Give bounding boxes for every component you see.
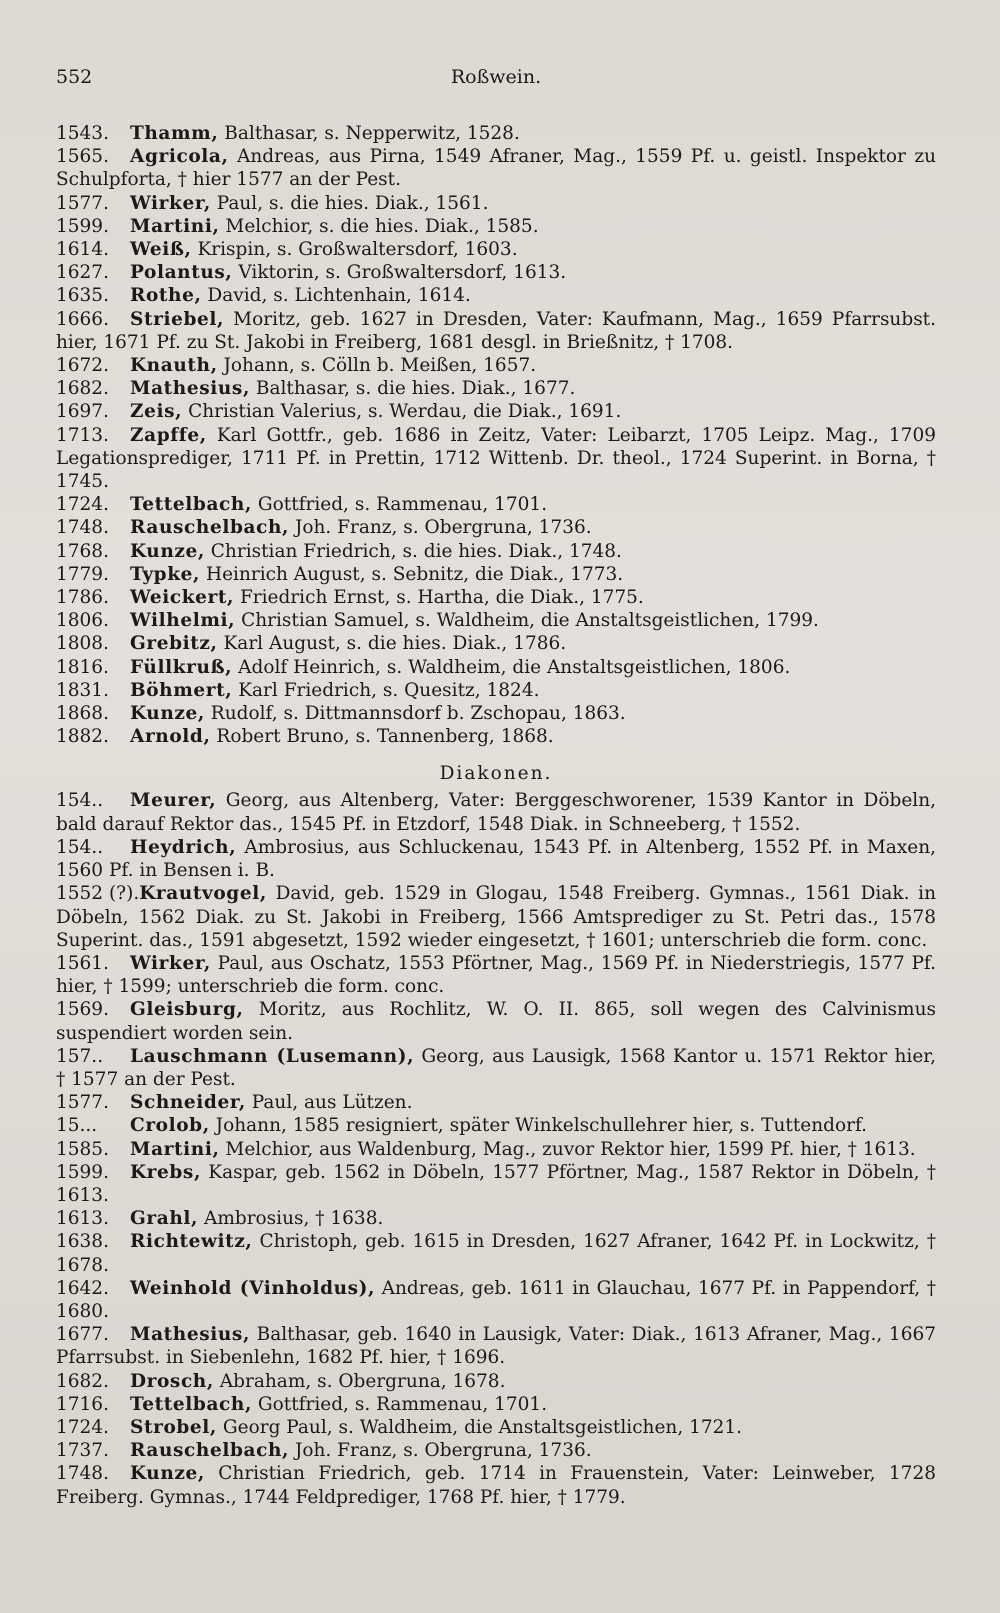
entry-name: Crolob, bbox=[130, 1115, 210, 1137]
entry-text: Christian Friedrich, s. die hies. Diak., 1748. bbox=[210, 540, 622, 562]
list-item bbox=[56, 1114, 936, 1137]
page-header bbox=[56, 66, 936, 92]
entry-text: Johann, s. Cölln b. Meißen, 1657. bbox=[223, 355, 537, 377]
entry-name: Tettelbach, bbox=[130, 1393, 252, 1415]
list-item bbox=[56, 424, 936, 494]
entry-name: Kunze, bbox=[130, 1463, 205, 1485]
entry-text: Rudolf, s. Dittmannsdorf b. Zschopau, 1863. bbox=[210, 703, 626, 725]
entry-name: Arnold, bbox=[130, 726, 211, 748]
entry-name: Tettelbach, bbox=[130, 494, 252, 516]
entry-year: 1882. bbox=[56, 726, 109, 748]
list-item bbox=[56, 609, 936, 632]
entry-text: Adolf Heinrich, s. Waldheim, die Anstaltsgeistlichen, 1806. bbox=[238, 656, 791, 678]
entry-text: Christian Friedrich, geb. 1714 in Frauenstein, Vater: Leinweber, 1728 Freiberg. Gymnas., 1744 Feldprediger, 1768 Pf. hier, † 1779. bbox=[56, 1463, 936, 1508]
entry-text: Balthasar, s. Nepperwitz, 1528. bbox=[224, 123, 520, 144]
entry-name: Martini, bbox=[130, 1138, 220, 1160]
list-item bbox=[56, 261, 936, 284]
list-item bbox=[56, 1462, 936, 1508]
entry-year: 1831. bbox=[56, 679, 109, 701]
entry-year: 1713. bbox=[56, 424, 109, 446]
entry-year: 1638. bbox=[56, 1231, 109, 1253]
list-item bbox=[56, 540, 936, 563]
list-item bbox=[56, 192, 936, 215]
entry-year: 1677. bbox=[56, 1324, 109, 1346]
entry-year: 1868. bbox=[56, 703, 109, 725]
list-item bbox=[56, 1207, 936, 1230]
entry-year: 1724. bbox=[56, 1416, 109, 1438]
entry-year: 1577. bbox=[56, 1092, 109, 1114]
list-item bbox=[56, 308, 936, 354]
entry-name: Weinhold (Vinholdus), bbox=[130, 1277, 376, 1299]
list-item bbox=[56, 1393, 936, 1416]
entry-name: Wirker, bbox=[130, 952, 211, 974]
entry-text: Heinrich August, s. Sebnitz, die Diak., 1773. bbox=[205, 563, 624, 585]
list-item bbox=[56, 493, 936, 516]
entry-text: Gottfried, s. Rammenau, 1701. bbox=[257, 494, 548, 516]
entry-text: Karl Gottfr., geb. 1686 in Zeitz, Vater: Leibarzt, 1705 Leipz. Mag., 1709 Legationsprediger, 1711 Pf. in Prettin, 1712 Wittenb. Dr. theol., 1724 Superint. in Borna, † 1745. bbox=[56, 424, 936, 493]
entry-year: 1561. bbox=[56, 952, 109, 974]
entry-name: Zeis, bbox=[130, 401, 183, 423]
entry-text: Robert Bruno, s. Tannenberg, 1868. bbox=[216, 726, 554, 748]
entry-year: 154.. bbox=[56, 790, 104, 812]
entry-name: Böhmert, bbox=[130, 679, 233, 701]
list-item bbox=[56, 516, 936, 539]
list-item bbox=[56, 1416, 936, 1439]
entry-text: Melchior, s. die hies. Diak., 1585. bbox=[225, 215, 539, 237]
entry-text: Balthasar, s. die hies. Diak., 1677. bbox=[255, 378, 576, 400]
entry-year: 1627. bbox=[56, 262, 109, 284]
list-item bbox=[56, 1161, 936, 1207]
entry-year: 1635. bbox=[56, 285, 109, 307]
entry-text: Christian Samuel, s. Waldheim, die Anstaltsgeistlichen, 1799. bbox=[241, 610, 819, 632]
list-item bbox=[56, 122, 936, 145]
entry-name: Wirker, bbox=[130, 192, 211, 214]
entry-text: Friedrich Ernst, s. Hartha, die Diak., 1775. bbox=[239, 587, 644, 609]
entry-year: 1585. bbox=[56, 1138, 109, 1160]
entry-year: 1552 (?). bbox=[56, 883, 140, 905]
entry-name: Lauschmann (Lusemann), bbox=[130, 1045, 415, 1067]
list-item bbox=[56, 725, 936, 748]
entry-year: 1682. bbox=[56, 1370, 109, 1392]
entry-name: Thamm, bbox=[130, 123, 219, 144]
entry-name: Strobel, bbox=[130, 1416, 217, 1438]
list-item bbox=[56, 586, 936, 609]
entry-year: 154.. bbox=[56, 836, 104, 858]
entry-year: 1614. bbox=[56, 239, 109, 261]
entry-name: Kunze, bbox=[130, 540, 205, 562]
list-item bbox=[56, 377, 936, 400]
list-item bbox=[56, 1370, 936, 1393]
list-item bbox=[56, 1323, 936, 1369]
entry-text: David, geb. 1529 in Glogau, 1548 Freiberg. Gymnas., 1561 Diak. in Döbeln, 1562 Diak. zu St. Jakobi in Freiberg, 1566 Amtsprediger zu St. Petri das., 1578 Superint. das., 1591 abgesetzt, 1592 wieder eingesetzt, † 1601; unterschrieb die form. conc. bbox=[56, 883, 936, 951]
entry-name: Krautvogel, bbox=[139, 883, 267, 905]
entry-year: 1768. bbox=[56, 540, 109, 562]
entry-text: Christian Valerius, s. Werdau, die Diak., 1691. bbox=[188, 401, 622, 423]
list-item bbox=[56, 400, 936, 423]
entry-name: Grebitz, bbox=[130, 633, 218, 655]
entry-name: Meurer, bbox=[130, 790, 217, 812]
entry-year: 1748. bbox=[56, 517, 109, 539]
entry-text: Johann, 1585 resigniert, später Winkelschullehrer hier, s. Tuttendorf. bbox=[215, 1115, 868, 1137]
entry-text: Moritz, geb. 1627 in Dresden, Vater: Kaufmann, Mag., 1659 Pfarrsubst. hier, 1671 Pf. zu St. Jakobi in Freiberg, 1681 desgl. in Brießnitz, † 1708. bbox=[56, 308, 936, 353]
entry-name: Krebs, bbox=[130, 1161, 201, 1183]
entry-name: Weickert, bbox=[130, 587, 235, 609]
entry-text: Georg, aus Lausigk, 1568 Kantor u. 1571 Rektor hier, † 1577 an der Pest. bbox=[56, 1045, 936, 1090]
entry-text: Joh. Franz, s. Obergruna, 1736. bbox=[294, 517, 592, 539]
list-item bbox=[56, 1138, 936, 1161]
entry-text: Georg, aus Altenberg, Vater: Berggeschworener, 1539 Kantor in Döbeln, bald darauf Rektor das., 1545 Pf. in Etzdorf, 1548 Diak. in Schneeberg, † 1552. bbox=[56, 790, 936, 835]
entry-name: Drosch, bbox=[130, 1370, 214, 1392]
entry-text: Karl August, s. die hies. Diak., 1786. bbox=[223, 633, 567, 655]
page-title: Roßwein. bbox=[450, 66, 542, 88]
list-item bbox=[56, 215, 936, 238]
entry-text: Joh. Franz, s. Obergruna, 1736. bbox=[294, 1440, 592, 1462]
entry-text: Andreas, aus Pirna, 1549 Afraner, Mag., 1559 Pf. u. geistl. Inspektor zu Schulpforta, † hier 1577 an der Pest. bbox=[56, 146, 936, 191]
entry-year: 1543. bbox=[56, 123, 109, 144]
entry-name: Mathesius, bbox=[130, 1324, 250, 1346]
entry-name: Typke, bbox=[130, 563, 201, 585]
entry-name: Striebel, bbox=[130, 308, 225, 330]
entry-year: 1748. bbox=[56, 1463, 109, 1485]
entry-year: 1786. bbox=[56, 587, 109, 609]
list-item bbox=[56, 952, 936, 998]
entry-name: Mathesius, bbox=[130, 378, 250, 400]
entry-year: 1565. bbox=[56, 146, 109, 168]
entry-year: 1599. bbox=[56, 215, 109, 237]
deacon-list bbox=[56, 789, 936, 1508]
page-number: 552 bbox=[56, 66, 93, 88]
entry-year: 1806. bbox=[56, 610, 109, 632]
entry-name: Gleisburg, bbox=[130, 999, 244, 1021]
entry-year: 1672. bbox=[56, 355, 109, 377]
list-item bbox=[56, 656, 936, 679]
entry-name: Rauschelbach, bbox=[130, 517, 290, 539]
list-item bbox=[56, 1439, 936, 1462]
entry-year: 1577. bbox=[56, 192, 109, 214]
entry-name: Rothe, bbox=[130, 285, 202, 307]
entry-year: 1613. bbox=[56, 1208, 109, 1230]
entry-name: Richtewitz, bbox=[130, 1231, 253, 1253]
entry-name: Rauschelbach, bbox=[130, 1440, 290, 1462]
entry-year: 1816. bbox=[56, 656, 109, 678]
list-item bbox=[56, 284, 936, 307]
list-item bbox=[56, 789, 936, 835]
entry-year: 1737. bbox=[56, 1440, 109, 1462]
entry-text: Ambrosius, † 1638. bbox=[203, 1208, 384, 1230]
entry-text: Paul, s. die hies. Diak., 1561. bbox=[216, 192, 489, 214]
entry-name: Martini, bbox=[130, 215, 220, 237]
list-item bbox=[56, 882, 936, 952]
entry-name: Füllkruß, bbox=[130, 656, 233, 678]
entry-text: Karl Friedrich, s. Quesitz, 1824. bbox=[238, 679, 540, 701]
entry-name: Polantus, bbox=[130, 262, 233, 284]
entry-year: 1599. bbox=[56, 1161, 109, 1183]
entry-name: Kunze, bbox=[130, 703, 205, 725]
list-item bbox=[56, 563, 936, 586]
entry-year: 1724. bbox=[56, 494, 109, 516]
entry-year: 1569. bbox=[56, 999, 109, 1021]
section-heading-deacons: Diakonen. bbox=[439, 763, 553, 785]
entry-year: 1697. bbox=[56, 401, 109, 423]
entry-text: Gottfried, s. Rammenau, 1701. bbox=[257, 1393, 548, 1415]
entry-text: Paul, aus Oschatz, 1553 Pförtner, Mag., 1569 Pf. in Niederstriegis, 1577 Pf. hier, † 1599; unterschrieb die form. conc. bbox=[56, 952, 936, 998]
entry-name: Schneider, bbox=[130, 1092, 246, 1114]
entry-name: Agricola, bbox=[130, 146, 229, 168]
list-item bbox=[56, 632, 936, 655]
entry-text: Paul, aus Lützen. bbox=[251, 1092, 413, 1114]
pastor-list bbox=[56, 122, 936, 748]
entry-year: 1716. bbox=[56, 1393, 109, 1415]
entry-year: 157.. bbox=[56, 1045, 104, 1067]
entry-text: Christoph, geb. 1615 in Dresden, 1627 Afraner, 1642 Pf. in Lockwitz, † 1678. bbox=[56, 1231, 936, 1276]
list-item bbox=[56, 1277, 936, 1323]
entry-name: Heydrich, bbox=[130, 836, 237, 858]
entry-name: Knauth, bbox=[130, 355, 218, 377]
list-item bbox=[56, 145, 936, 191]
entry-year: 15... bbox=[56, 1115, 98, 1137]
list-item bbox=[56, 238, 936, 261]
entry-year: 1779. bbox=[56, 563, 109, 585]
entry-text: Ambrosius, aus Schluckenau, 1543 Pf. in Altenberg, 1552 Pf. in Maxen, 1560 Pf. in Bensen i. B. bbox=[56, 836, 936, 882]
list-item bbox=[56, 836, 936, 882]
entry-text: David, s. Lichtenhain, 1614. bbox=[207, 285, 471, 307]
list-item bbox=[56, 354, 936, 377]
list-item bbox=[56, 1230, 936, 1276]
entry-text: Balthasar, geb. 1640 in Lausigk, Vater: Diak., 1613 Afraner, Mag., 1667 Pfarrsubst. in Siebenlehn, 1682 Pf. hier, † 1696. bbox=[56, 1324, 937, 1369]
list-item bbox=[56, 998, 936, 1044]
entry-text: Kaspar, geb. 1562 in Döbeln, 1577 Pförtner, Mag., 1587 Rektor in Döbeln, † 1613. bbox=[56, 1161, 936, 1206]
entry-text: Abraham, s. Obergruna, 1678. bbox=[219, 1370, 506, 1392]
entry-text: Krispin, s. Großwaltersdorf, 1603. bbox=[197, 239, 518, 261]
entry-name: Wilhelmi, bbox=[130, 610, 236, 632]
entry-year: 1642. bbox=[56, 1277, 109, 1299]
entry-year: 1808. bbox=[56, 633, 109, 655]
entry-name: Grahl, bbox=[130, 1208, 199, 1230]
list-item bbox=[56, 1045, 936, 1091]
list-item bbox=[56, 702, 936, 725]
entry-text: Melchior, aus Waldenburg, Mag., zuvor Rektor hier, 1599 Pf. hier, † 1613. bbox=[225, 1138, 916, 1160]
entry-year: 1666. bbox=[56, 308, 109, 330]
entry-name: Weiß, bbox=[130, 239, 192, 261]
entry-text: Georg Paul, s. Waldheim, die Anstaltsgeistlichen, 1721. bbox=[222, 1416, 743, 1438]
list-item bbox=[56, 1091, 936, 1114]
entry-text: Andreas, geb. 1611 in Glauchau, 1677 Pf. in Pappendorf, † 1680. bbox=[56, 1277, 937, 1322]
entry-name: Zapffe, bbox=[130, 424, 207, 446]
entry-text: Moritz, aus Rochlitz, W. O. II. 865, soll wegen des Calvinismus suspendiert worden sein. bbox=[56, 999, 936, 1044]
list-item bbox=[56, 679, 936, 702]
entry-year: 1682. bbox=[56, 378, 109, 400]
entry-text: Viktorin, s. Großwaltersdorf, 1613. bbox=[238, 262, 567, 284]
